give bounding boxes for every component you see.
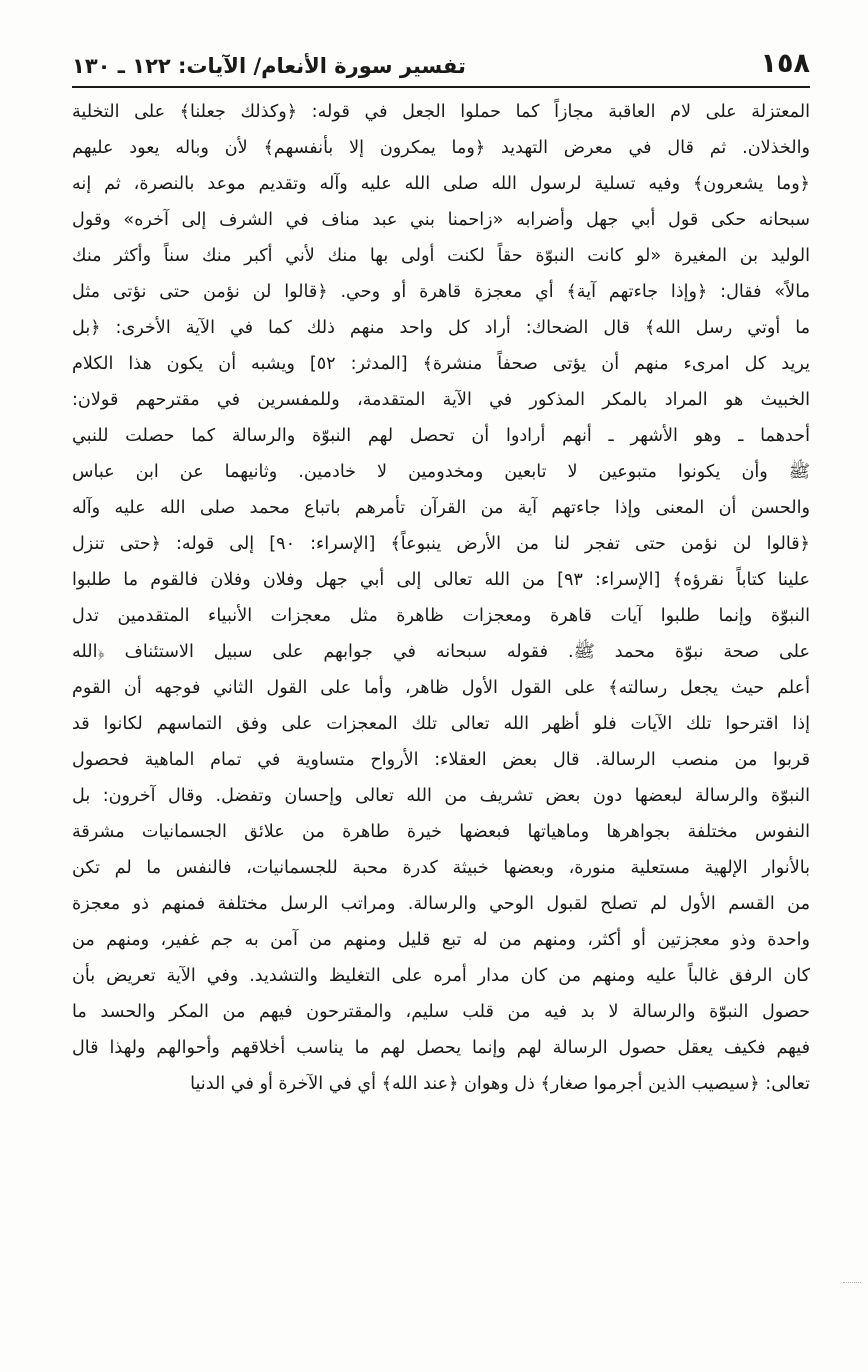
text-line: سبحانه حكى قول أبي جهل وأضرابه «زاحمنا بني عبد مناف في الشرف إلى آخره» وقول	[72, 210, 810, 230]
text-line: من القسم الأول لم تصلح لقبول الوحي والرسالة. ومراتب الرسل مختلفة فمنهم ذو معجزة	[72, 894, 810, 914]
text-line: النفوس مختلفة بجواهرها وماهياتها فبعضها خيرة طاهرة من علائق الجسمانيات مشرقة	[72, 822, 810, 842]
text-line: ﴿قالوا لن نؤمن حتى تفجر لنا من الأرض ينبوعاً﴾ [الإسراء: ٩٠] إلى قوله: ﴿حتى تنزل	[72, 534, 810, 554]
header-rule	[72, 86, 810, 88]
page-number: ١٥٨	[760, 48, 810, 79]
text-line: مالاً» فقال: ﴿وإذا جاءتهم آية﴾ أي معجزة قاهرة أو وحي. ﴿قالوا لن نؤمن حتى نؤتى مثل	[72, 282, 810, 302]
body-text	[72, 94, 810, 1102]
text-line: أعلم حيث يجعل رسالته﴾ على القول الأول ظاهر، وأما على القول الثاني فوجهه أن القوم	[72, 678, 810, 698]
text-line: النبوّة وإنما طلبوا آيات قاهرة ومعجزات ظاهرة مثل معجزات الأنبياء المتقدمين تدل	[72, 606, 810, 626]
text-line: كان الرفق غالباً عليه ومنهم من كان مدار أمره على التغليظ والتشديد. وفي الآية تعريض بأن	[72, 966, 810, 986]
running-title: تفسير سورة الأنعام/ الآيات: ١٢٢ ـ ١٣٠	[72, 54, 466, 78]
text-line: حصول النبوّة والرسالة لا بد فيه من قلب سليم، والمقترحون فيهم من المكر والحسد ما	[72, 1002, 810, 1022]
text-line: أحدهما ـ وهو الأشهر ـ أنهم أرادوا أن تحصل لهم النبوّة والرسالة كما حصلت للنبي	[72, 426, 810, 446]
page-header	[72, 44, 810, 84]
scan-speck	[843, 1282, 861, 1285]
text-line: على صحة نبوّة محمد ﷺ. فقوله سبحانه في جوابهم على سبيل الاستئناف ﴿الله	[72, 642, 810, 662]
text-line: ﴿وما يشعرون﴾ وفيه تسلية لرسول الله صلى الله عليه وآله وتقديم موعد بالنصرة، ثم إنه	[72, 174, 810, 194]
text-line: المعتزلة على لام العاقبة مجازاً كما حملوا الجعل في قوله: ﴿وكذلك جعلنا﴾ على التخلية	[72, 102, 810, 122]
text-line: علينا كتاباً نقرؤه﴾ [الإسراء: ٩٣] من الله تعالى إلى أبي جهل وفلان وفلان فالقوم ما طلبوا	[72, 570, 810, 590]
text-line: الخبيث هو المراد بالمكر المذكور في الآية المتقدمة، وللمفسرين في مقترحهم قولان:	[72, 390, 810, 410]
text-line: تعالى: ﴿سيصيب الذين أجرموا صغار﴾ ذل وهوان ﴿عند الله﴾ أي في الآخرة أو في الدنيا	[190, 1074, 810, 1094]
text-line: ما أوتي رسل الله﴾ قال الضحاك: أراد كل واحد منهم ذلك كما في الآية الأخرى: ﴿بل	[72, 318, 810, 338]
text-line: والحسن أن المعنى وإذا جاءتهم آية من القرآن تأمرهم باتباع محمد صلى الله عليه وآله	[72, 498, 810, 518]
text-line: بالأنوار الإلهية مستعلية منورة، وبعضها خبيثة كدرة محبة للجسمانيات، فالنفس ما لم تكن	[72, 858, 810, 878]
text-line: قربوا من منصب الرسالة. قال بعض العقلاء: الأرواح متساوية في تمام الماهية فحصول	[72, 750, 810, 770]
text-line: فيهم فكيف يعقل حصول الرسالة لهم وإنما يحصل لهم ما يناسب أخلاقهم وأحوالهم ولهذا قال	[72, 1038, 810, 1058]
text-line: يريد كل امرىء منهم أن يؤتى صحفاً منشرة﴾ [المدثر: ٥٢] ويشبه أن يكون هذا الكلام	[72, 354, 810, 374]
text-line: النبوّة والرسالة لبعضها دون بعض تشريف من الله تعالى وإحسان وتفضل. وقال آخرون: بل	[72, 786, 810, 806]
text-line: ﷺ وأن يكونوا متبوعين لا تابعين ومخدومين لا خادمين. وثانيهما عن ابن عباس	[72, 462, 810, 482]
text-line: واحدة وذو معجزتين أو أكثر، ومنهم من له تبع قليل ومنهم من آمن به جم غفير، ومنهم من	[72, 930, 810, 950]
text-line: إذا اقترحوا تلك الآيات فلو أظهر الله تعالى تلك المعجزات على وفق التماسهم لكانوا قد	[72, 714, 810, 734]
text-line: والخذلان. ثم قال في معرض التهديد ﴿وما يمكرون إلا بأنفسهم﴾ لأن وباله يعود عليهم	[72, 138, 810, 158]
text-line: الوليد بن المغيرة «لو كانت النبوّة حقاً لكنت أولى بها منك لأني أكبر منك سناً وأكثر منك	[72, 246, 810, 266]
